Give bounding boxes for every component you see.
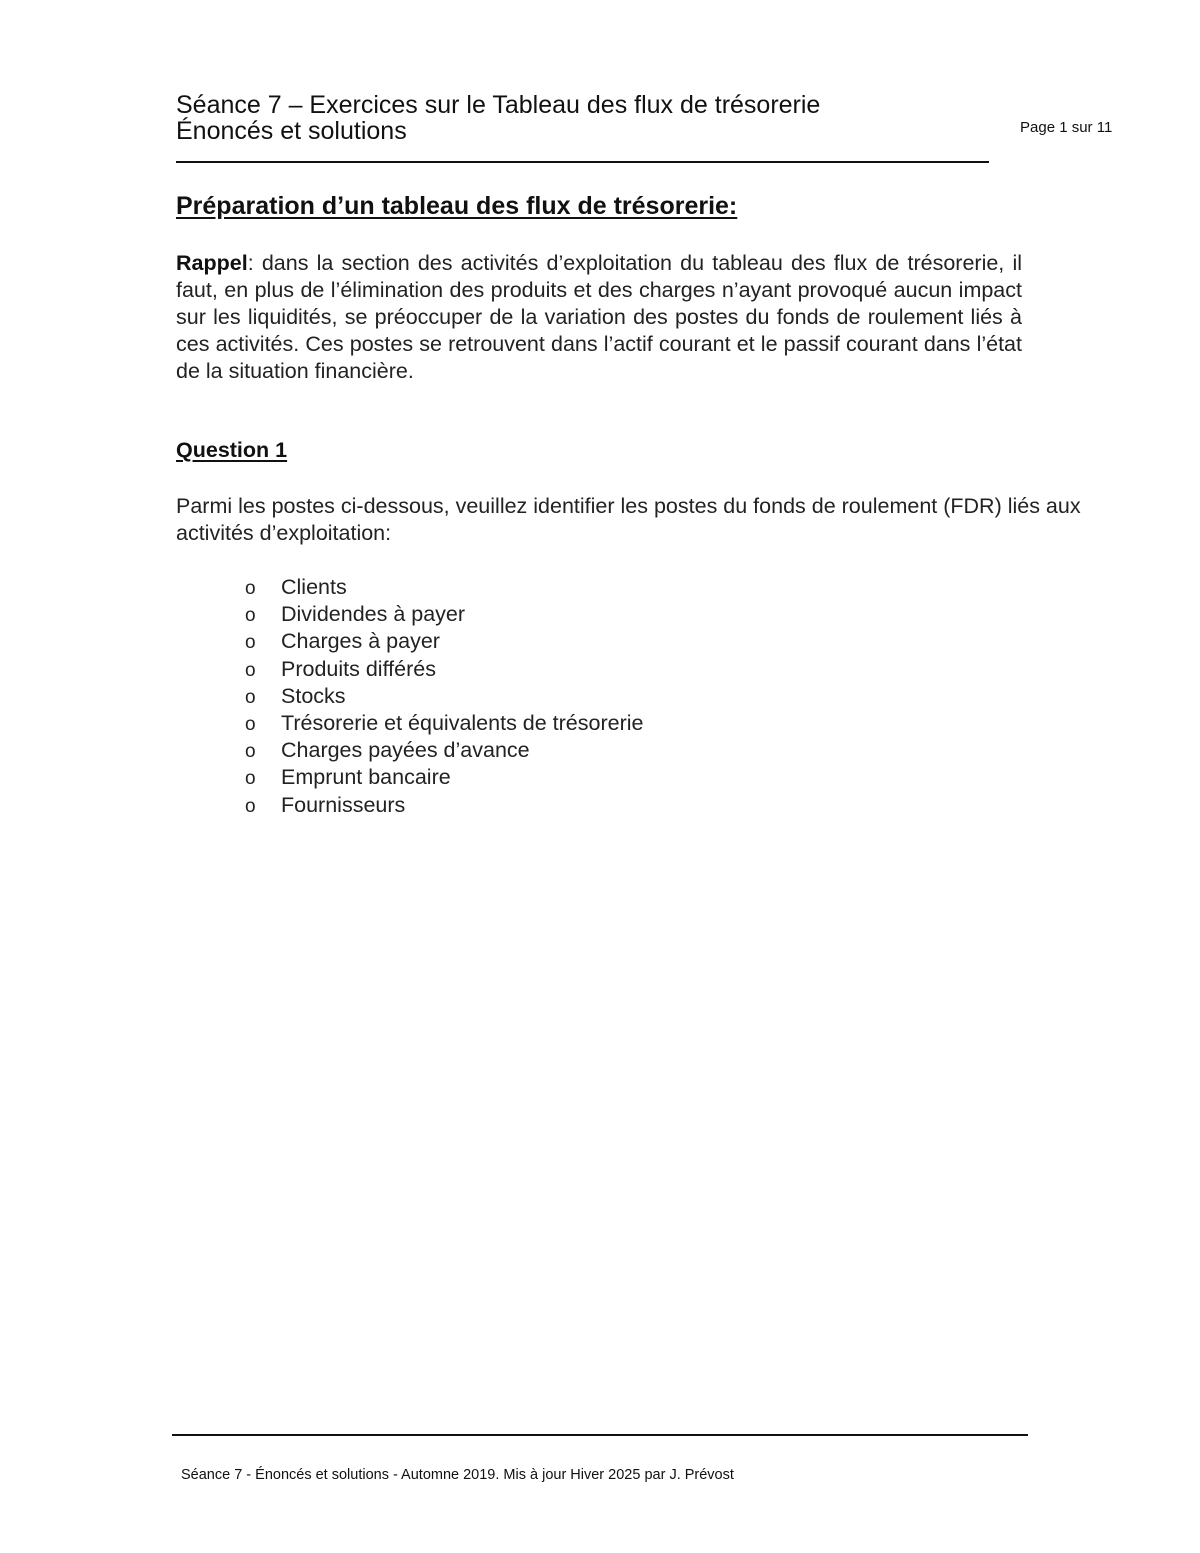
- bullet-icon: o: [245, 768, 256, 790]
- option-label: Trésorerie et équivalents de trésorerie: [281, 710, 644, 735]
- bullet-icon: o: [245, 795, 256, 817]
- bullet-icon: o: [245, 741, 256, 763]
- rappel-paragraph: [176, 250, 1022, 385]
- question-1-text: Parmi les postes ci-dessous, veuillez identifier les postes du fonds de roulement (FDR) liés aux activités d’exploitation:: [176, 494, 1081, 545]
- rappel-text: : dans la section des activités d’exploitation du tableau des flux de trésorerie, il faut, en plus de l’élimination des produits et des charges n’ayant provoqué aucun impact sur les liquidités, se préoccuper de la variation des postes du fonds de roulement liés à ces activités. Ces postes se retrouvent dans l’actif courant et le passif courant dans l’état de la situation financière.: [176, 251, 1022, 383]
- question-1-heading: Question 1: [176, 438, 288, 462]
- option-label: Produits différés: [281, 656, 436, 681]
- option-label: Dividendes à payer: [281, 602, 466, 627]
- list-item: [245, 601, 644, 628]
- bullet-icon: o: [245, 659, 256, 681]
- options-list: [245, 574, 644, 819]
- list-item: [245, 628, 644, 655]
- bullet-icon: o: [245, 578, 256, 599]
- bullet-icon: o: [245, 632, 256, 654]
- section-heading: Préparation d’un tableau des flux de trésorerie:: [176, 192, 738, 220]
- option-label: Emprunt bancaire: [281, 765, 451, 790]
- option-label: Charges à payer: [281, 629, 440, 654]
- list-item: [245, 656, 644, 683]
- list-item: [245, 792, 644, 819]
- list-item: [245, 764, 644, 791]
- bullet-icon: o: [245, 686, 256, 708]
- document-title: [176, 92, 820, 144]
- list-item: [245, 737, 644, 764]
- option-label: Clients: [281, 575, 347, 599]
- footer-text: Séance 7 - Énoncés et solutions - Automne 2019. Mis à jour Hiver 2025 par J. Prévost: [181, 1467, 734, 1483]
- document-title-line-2: Énoncés et solutions: [176, 117, 407, 145]
- option-label: Stocks: [281, 683, 346, 708]
- document-title-line-1: Séance 7 – Exercices sur le Tableau des flux de trésorerie: [176, 91, 821, 119]
- header-divider: [176, 161, 989, 163]
- rappel-label: Rappel: [176, 251, 248, 275]
- list-item: [245, 710, 644, 737]
- option-label: Fournisseurs: [281, 792, 406, 817]
- option-label: Charges payées d’avance: [281, 738, 530, 763]
- footer-divider: [172, 1434, 1028, 1436]
- bullet-icon: o: [245, 713, 256, 735]
- list-item: [245, 574, 644, 601]
- bullet-icon: o: [245, 605, 256, 627]
- list-item: [245, 683, 644, 710]
- page-number: Page 1 sur 11: [1020, 119, 1113, 136]
